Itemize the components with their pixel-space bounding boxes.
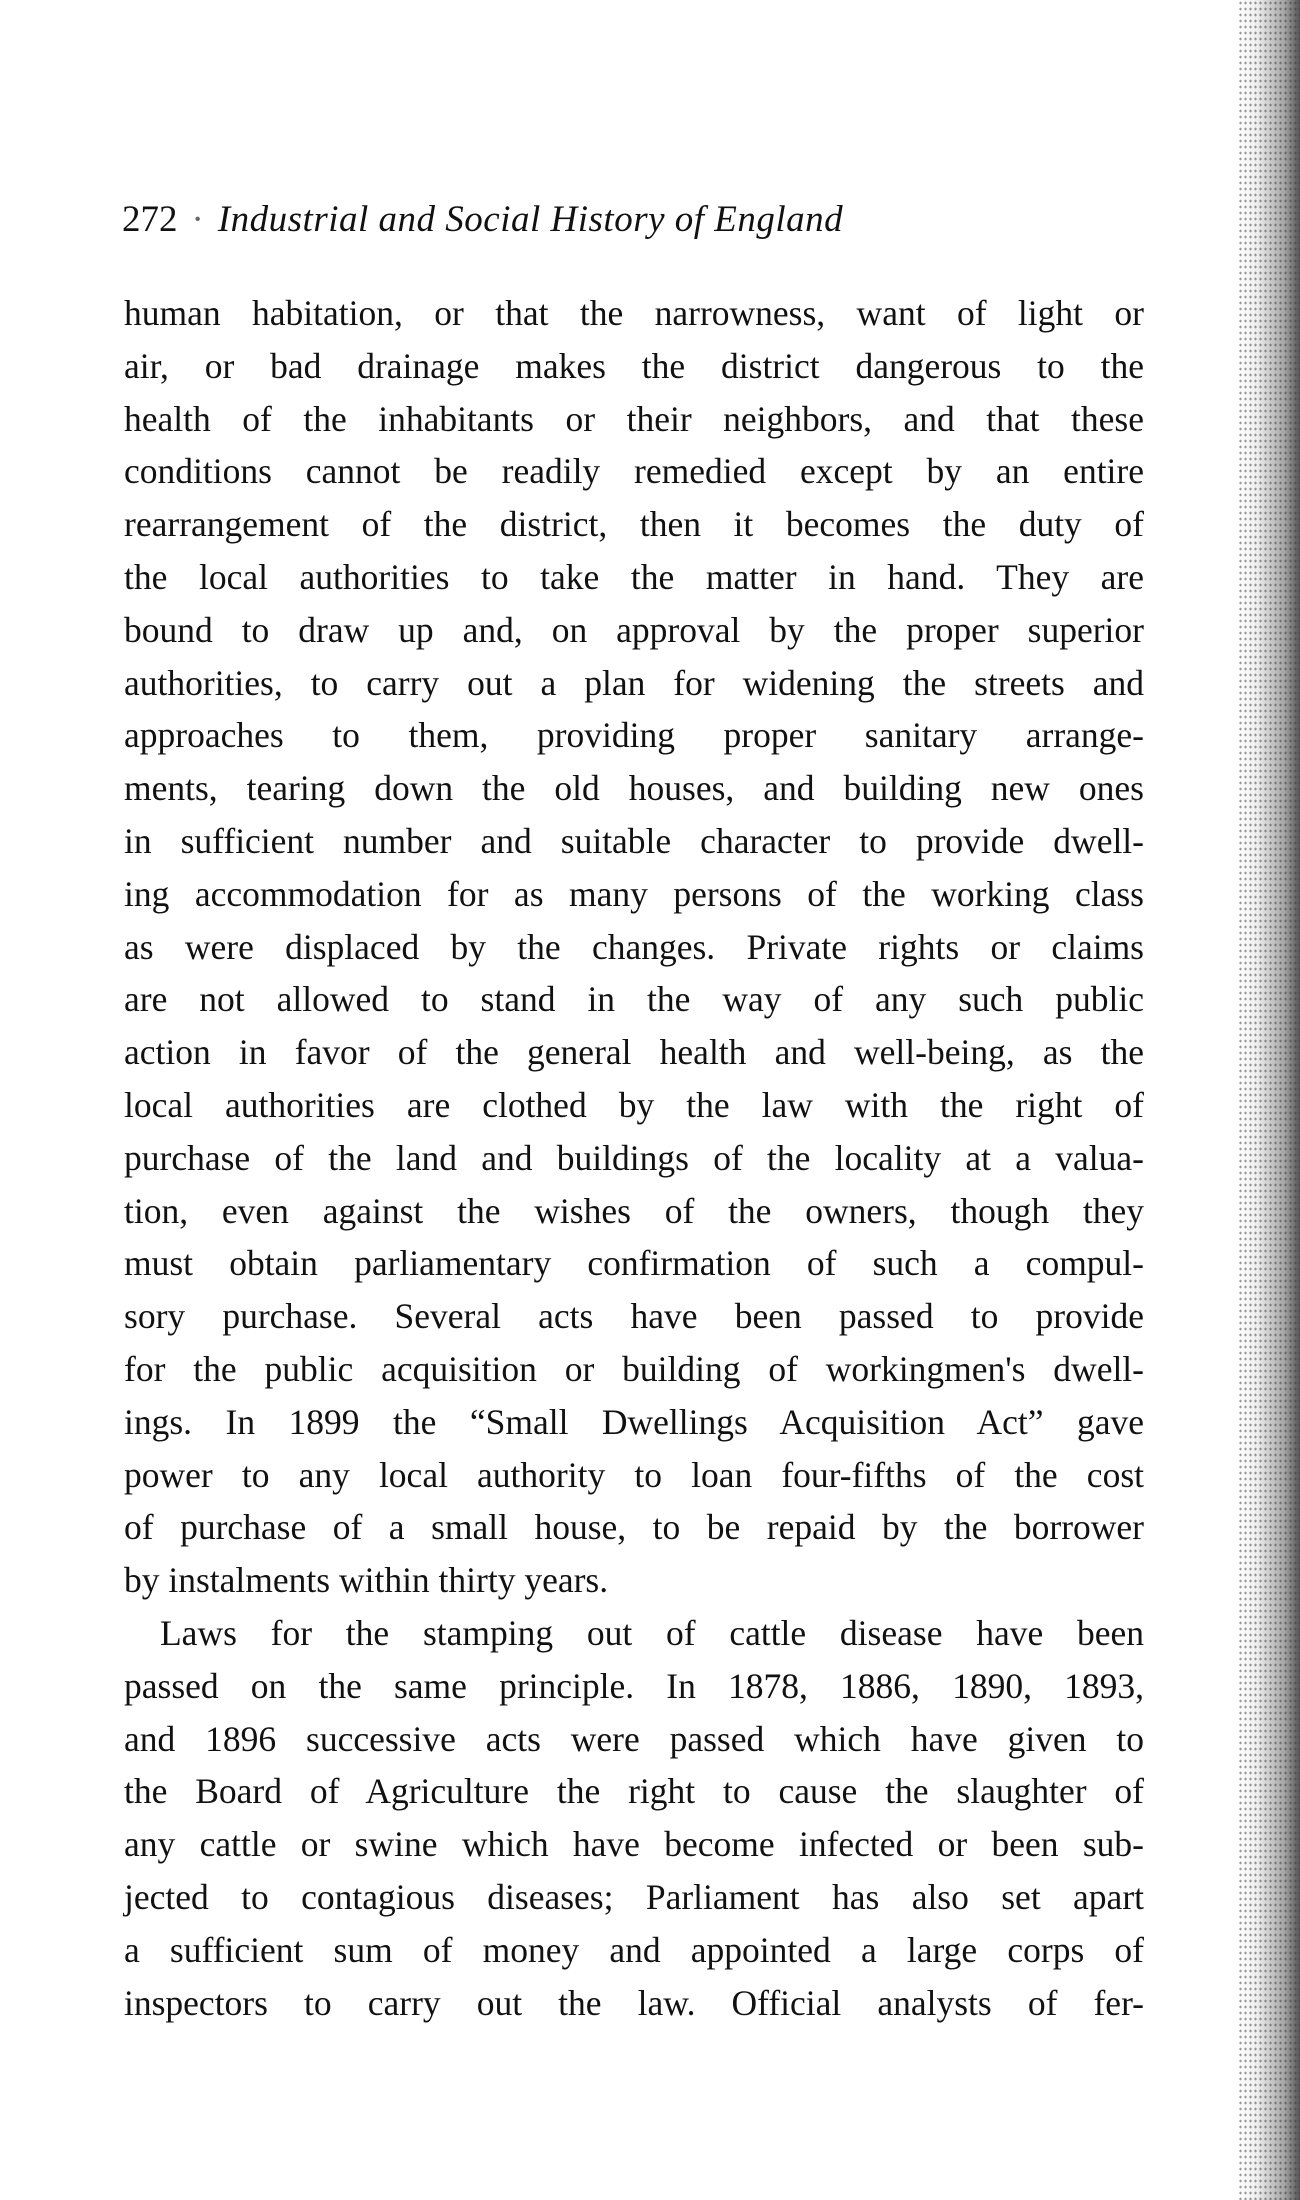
text-line: as were displaced by the changes. Private rights or claims <box>124 926 1144 967</box>
text-line: conditions cannot be readily remedied except by an entire <box>124 451 1144 492</box>
running-title: Industrial and Social History of England <box>217 199 844 240</box>
paragraph <box>124 287 1144 1607</box>
text-line: a sufficient sum of money and appointed a large corps of <box>124 1929 1144 1970</box>
text-line: must obtain parliamentary confirmation of such a compul- <box>124 1243 1144 1284</box>
text-line: power to any local authority to loan four-fifths of the cost <box>124 1454 1144 1495</box>
text-line: are not allowed to stand in the way of any such public <box>124 979 1144 1020</box>
running-header <box>122 198 1062 241</box>
scanned-page-edge <box>1238 0 1300 2200</box>
text-line: the local authorities to take the matter in hand. They are <box>124 556 1144 597</box>
text-line: health of the inhabitants or their neighbors, and that these <box>124 398 1144 439</box>
text-line: of purchase of a small house, to be repaid by the borrower <box>124 1507 1144 1548</box>
text-line: passed on the same principle. In 1878, 1886, 1890, 1893, <box>124 1665 1144 1706</box>
text-line: inspectors to carry out the law. Official analysts of fer- <box>124 1982 1144 2023</box>
text-line: action in favor of the general health and well-being, as the <box>124 1032 1144 1073</box>
text-line: Laws for the stamping out of cattle disease have been <box>160 1612 1144 1653</box>
text-line: ing accommodation for as many persons of the working class <box>124 873 1144 914</box>
text-line: purchase of the land and buildings of the locality at a valua- <box>124 1137 1144 1178</box>
text-line: local authorities are clothed by the law with the right of <box>124 1084 1144 1125</box>
text-line: and 1896 successive acts were passed which have given to <box>124 1718 1144 1759</box>
text-line: air, or bad drainage makes the district dangerous to the <box>124 345 1144 386</box>
text-line: the Board of Agriculture the right to cause the slaughter of <box>124 1771 1144 1812</box>
paragraph <box>124 1607 1144 2029</box>
text-line: rearrangement of the district, then it becomes the duty of <box>124 504 1144 545</box>
text-line: authorities, to carry out a plan for widening the streets and <box>124 662 1144 703</box>
header-separator: · <box>191 199 204 240</box>
text-line: in sufficient number and suitable character to provide dwell- <box>124 820 1144 861</box>
page-body <box>124 287 1144 2029</box>
text-line: any cattle or swine which have become infected or been sub- <box>124 1824 1144 1865</box>
text-line: human habitation, or that the narrowness, want of light or <box>124 293 1144 333</box>
text-line: bound to draw up and, on approval by the proper superior <box>124 609 1144 650</box>
text-line: tion, even against the wishes of the owners, though they <box>124 1190 1144 1231</box>
text-line: ings. In 1899 the “Small Dwellings Acquisition Act” gave <box>124 1401 1144 1442</box>
text-line: by instalments within thirty years. <box>124 1560 609 1601</box>
page-number: 272 <box>122 199 178 240</box>
text-line: ments, tearing down the old houses, and building new ones <box>124 768 1144 809</box>
text-line: for the public acquisition or building of workingmen's dwell- <box>124 1348 1144 1389</box>
text-line: sory purchase. Several acts have been passed to provide <box>124 1296 1144 1337</box>
text-line: approaches to them, providing proper sanitary arrange- <box>124 715 1144 756</box>
text-line: jected to contagious diseases; Parliament has also set apart <box>124 1876 1144 1917</box>
